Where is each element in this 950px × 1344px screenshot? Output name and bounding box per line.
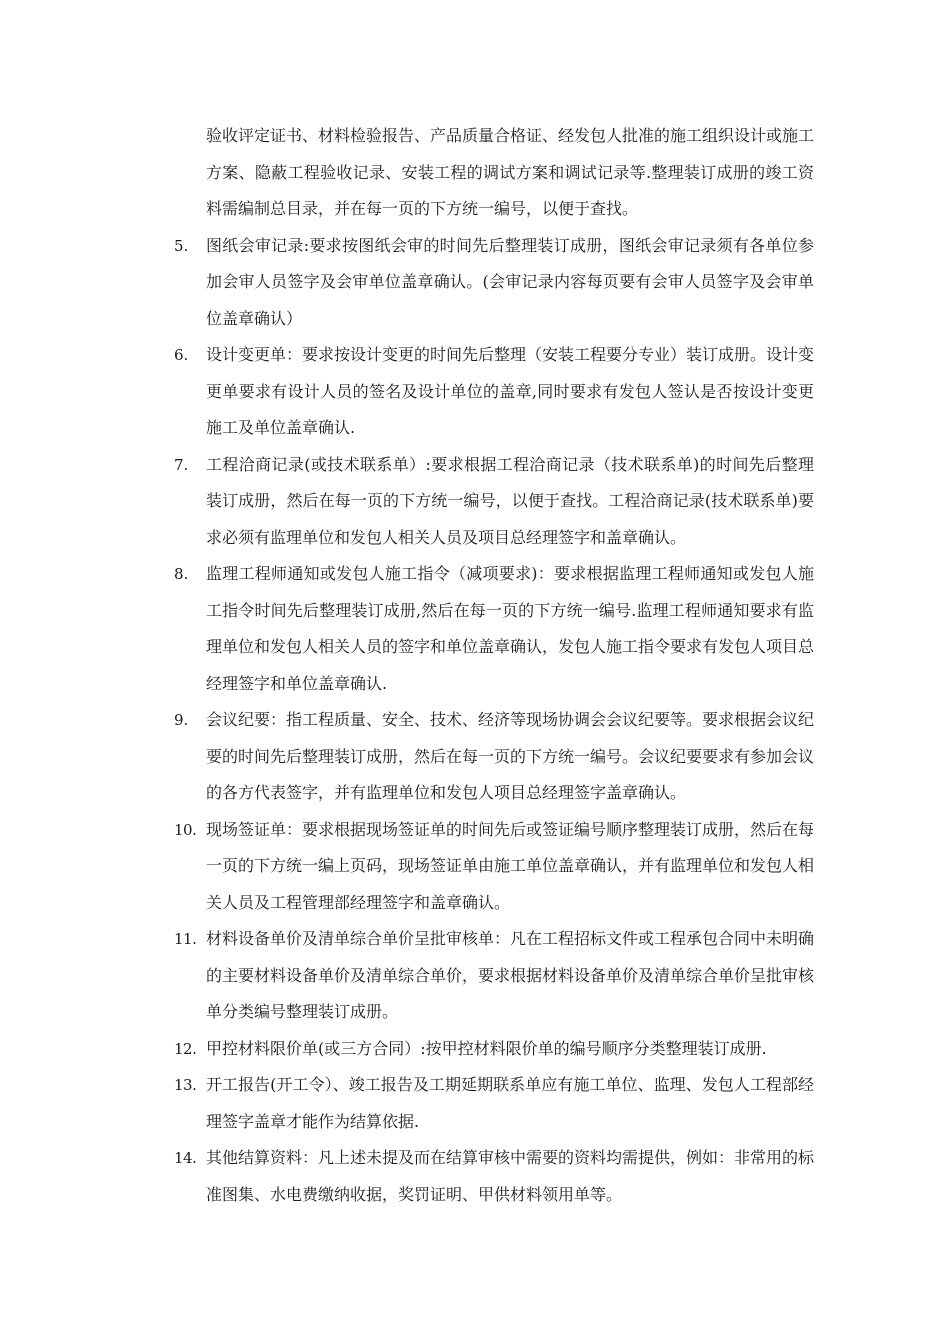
list-item-number: 8. [174,565,189,583]
list-item-11 [174,921,814,1031]
list-item-number: 6. [174,346,189,364]
list-item-6 [174,337,814,447]
list-item-text: 甲控材料限价单(或三方合同）:按甲控材料限价单的编号顺序分类整理装订成册. [206,1038,767,1058]
list-item-text: 其他结算资料：凡上述未提及而在结算审核中需要的资料均需提供，例如：非常用的标准图集、水电费缴纳收据，奖罚证明、甲供材料领用单等。 [206,1148,815,1204]
list-item-13 [174,1067,814,1140]
list-item-12 [174,1031,814,1068]
list-item-text: 开工报告(开工令）、竣工报告及工期延期联系单应有施工单位、监理、发包人工程部经理签字盖章才能作为结算依据. [206,1075,814,1131]
list-item-number: 14. [174,1149,197,1167]
list-item-number: 9. [174,711,189,729]
list-item-text: 监理工程师通知或发包人施工指令（减项要求)：要求根据监理工程师通知或发包人施工指令时间先后整理装订成册,然后在每一页的下方统一编号.监理工程师通知要求有监理单位和发包人相关人员的签字和单位盖章确认，发包人施工指令要求有发包人项目总经理签字和单位盖章确认. [206,564,815,693]
list-item-number: 13. [174,1076,197,1094]
list-item-text: 图纸会审记录:要求按图纸会审的时间先后整理装订成册，图纸会审记录须有各单位参加会审人员签字及会审单位盖章确认。(会审记录内容每页要有会审人员签字及会审单位盖章确认） [206,235,814,328]
list-item-10 [174,812,814,922]
list-item-number: 10. [174,820,197,839]
list-item-text: 现场签证单：要求根据现场签证单的时间先后或签证编号顺序整理装订成册，然后在每一页的下方统一编上页码，现场签证单由施工单位盖章确认，并有监理单位和发包人相关人员及工程管理部经理签字和盖章确认。 [206,819,815,912]
list-item-14 [174,1140,814,1213]
list-item-number: 5. [174,236,189,255]
list-item-number: 11. [174,930,197,948]
document-body [174,118,814,1213]
list-item-text: 会议纪要：指工程质量、安全、技术、经济等现场协调会会议纪要等。要求根据会议纪要的时间先后整理装订成册，然后在每一页的下方统一编号。会议纪要要求有参加会议的各方代表签字，并有监理单位和发包人项目总经理签字盖章确认。 [206,710,815,802]
continued-paragraph: 验收评定证书、材料检验报告、产品质量合格证、经发包人批准的施工组织设计或施工方案、隐蔽工程验收记录、安装工程的调试方案和调试记录等.整理装订成册的竣工资料需编制总目录，并在每一页的下方统一编号，以便于查找。 [206,126,815,218]
list-item-text: 工程洽商记录(或技术联系单）:要求根据工程洽商记录（技术联系单)的时间先后整理装订成册，然后在每一页的下方统一编号，以便于查找。工程洽商记录(技术联系单)要求必须有监理单位和发包人相关人员及项目总经理签字和盖章确认。 [206,454,814,547]
list-item-number: 7. [174,455,189,474]
list-item-8 [174,556,814,702]
list-item-5 [174,228,814,338]
list-item-number: 12. [174,1039,197,1058]
list-item-text: 设计变更单：要求按设计变更的时间先后整理（安装工程要分专业）装订成册。设计变更单要求有设计人员的签名及设计单位的盖章,同时要求有发包人签认是否按设计变更施工及单位盖章确认. [206,345,815,437]
list-item-text: 材料设备单价及清单综合单价呈批审核单：凡在工程招标文件或工程承包合同中未明确的主要材料设备单价及清单综合单价，要求根据材料设备单价及清单综合单价呈批审核单分类编号整理装订成册。 [206,929,815,1021]
list-item-7 [174,447,814,557]
list-item-9 [174,702,814,812]
